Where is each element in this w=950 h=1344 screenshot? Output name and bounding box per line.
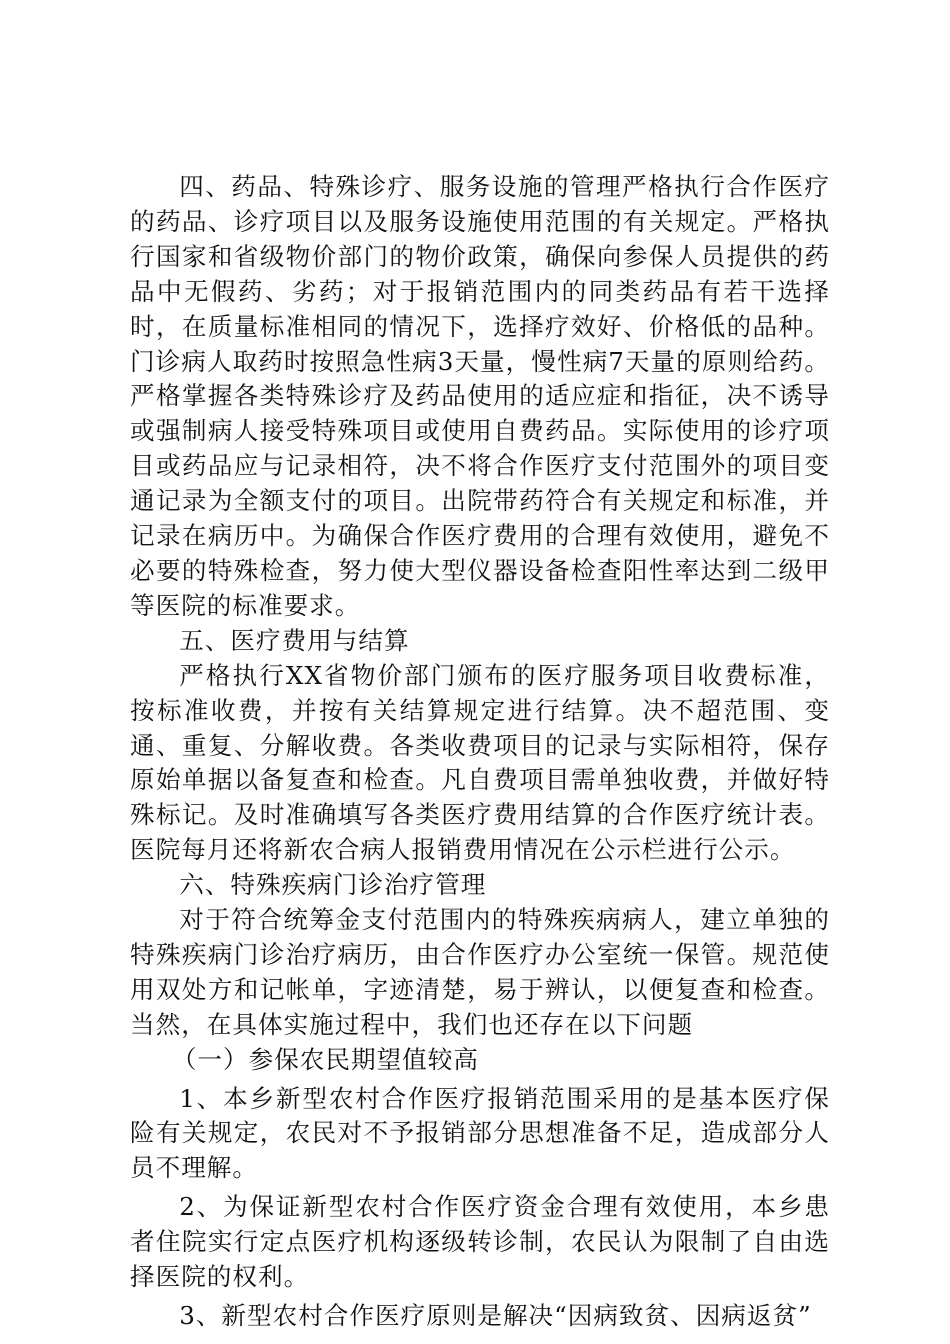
paragraph-item-3: 3、新型农村合作医疗原则是解决“因病致贫、因病返贫” <box>179 1301 812 1330</box>
paragraph-drug-management: 四、药品、特殊诊疗、服务设施的管理严格执行合作医疗的药品、诊疗项目以及服务设施使用范围的有关规定。严格执行国家和省级物价部门的物价政策，确保向参保人员提供的药品中无假药、劣药；对于报销范围内的同类药品有若干选择时，在质量标准相同的情况下，选择疗效好、价格低的品种。门诊病人取药时按照急性病3天量，慢性病7天量的原则给药。严格掌握各类特殊诊疗及药品使用的适应症和指征，决不诱导或强制病人接受特殊项目或使用自费药品。实际使用的诊疗项目或药品应与记录相符，决不将合作医疗支付范围外的项目变通记录为全额支付的项目。出院带药符合有关规定和标准，并记录在病历中。为确保合作医疗费用的合理有效使用，避免不必要的特殊检查，努力使大型仪器设备检查阳性率达到二级甲等医院的标准要求。 <box>130 172 830 620</box>
heading-special-disease: 六、特殊疾病门诊治疗管理 <box>179 870 487 900</box>
paragraph-medical-fees: 严格执行XX省物价部门颁布的医疗服务项目收费标准，按标准收费，并按有关结算规定进行结算。决不超范围、变通、重复、分解收费。各类收费项目的记录与实际相符，保存原始单据以备复查和检查。凡自费项目需单独收费，并做好特殊标记。及时准确填写各类医疗费用结算的合作医疗统计表。医院每月还将新农合病人报销费用情况在公示栏进行公示。 <box>130 660 830 865</box>
subheading-expectations: （一）参保农民期望值较高 <box>171 1044 479 1074</box>
paragraph-special-disease: 对于符合统筹金支付范围内的特殊疾病病人，建立单独的特殊疾病门诊治疗病历，由合作医疗办公室统一保管。规范使用双处方和记帐单，字迹清楚，易于辨认，以便复查和检查。当然，在具体实施过程中，我们也还存在以下问题 <box>130 905 830 1039</box>
paragraph-item-1: 1、本乡新型农村合作医疗报销范围采用的是基本医疗保险有关规定，农民对不予报销部分思想准备不足，造成部分人员不理解。 <box>130 1083 830 1183</box>
paragraph-item-2: 2、为保证新型农村合作医疗资金合理有效使用，本乡患者住院实行定点医疗机构逐级转诊制，农民认为限制了自由选择医院的权利。 <box>130 1192 830 1292</box>
document-body <box>130 170 830 1334</box>
heading-medical-fees: 五、医疗费用与结算 <box>179 625 410 655</box>
